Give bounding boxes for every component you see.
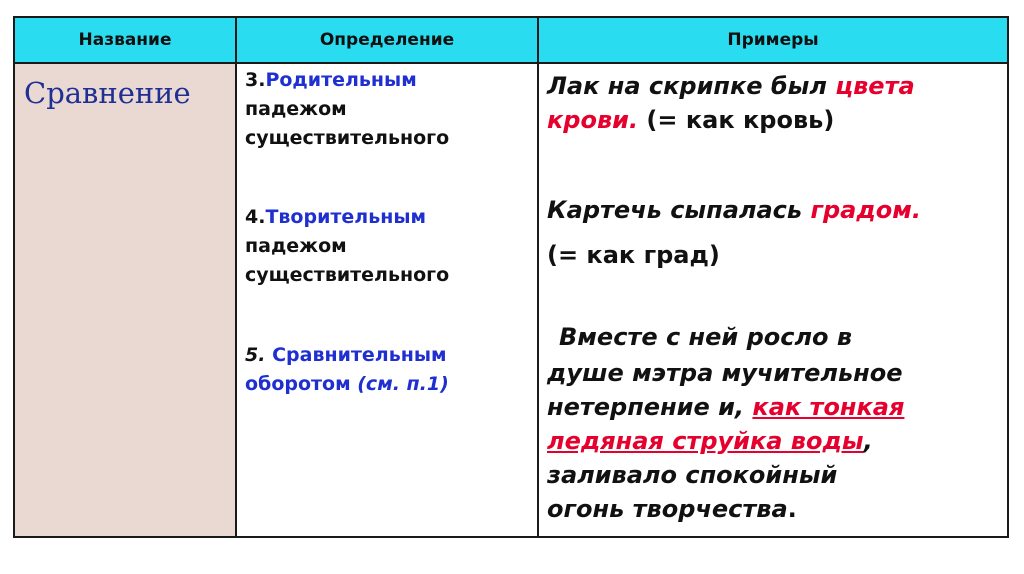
definition-number: 3.	[245, 69, 266, 91]
name-column	[15, 64, 237, 536]
example-text: Вместе с ней росло в	[559, 323, 853, 351]
definition-case: Сравнительным	[272, 344, 447, 366]
example-2	[547, 193, 1012, 227]
example-highlight: цвета	[835, 72, 915, 100]
definition-text: существительного	[245, 127, 450, 149]
example-highlight: градом.	[810, 196, 921, 224]
example-text: Лак на скрипке был	[547, 72, 836, 100]
definition-text: оборотом	[245, 373, 358, 395]
example-1	[547, 69, 1012, 137]
definition-text: существительного	[245, 264, 450, 286]
comparison-table	[13, 16, 1009, 538]
header-examples: Примеры	[539, 18, 1007, 62]
example-highlight: крови.	[547, 106, 639, 134]
example-text: заливало спокойный	[547, 461, 838, 489]
example-text: ,	[863, 427, 873, 455]
definition-number: 4.	[245, 206, 266, 228]
definition-case: Творительным	[265, 206, 427, 228]
example-3	[559, 320, 1024, 354]
header-name: Название	[15, 18, 237, 62]
example-3-cont	[547, 356, 1012, 526]
example-highlight: как тонкая	[752, 393, 905, 421]
example-highlight: ледяная струйка воды	[547, 427, 864, 455]
definition-text: падежом	[245, 98, 347, 120]
definition-case: Родительным	[265, 69, 417, 91]
header-definition: Определение	[237, 18, 539, 62]
definition-5	[245, 341, 535, 399]
definition-text: падежом	[245, 235, 347, 257]
example-text: .	[787, 495, 797, 523]
definition-reference: (см. п.1)	[357, 373, 449, 395]
definition-3	[245, 66, 535, 153]
example-text: огонь творчества	[547, 495, 788, 523]
term-name: Сравнение	[24, 76, 191, 110]
example-text: Картечь сыпалась	[547, 196, 811, 224]
definition-4	[245, 203, 535, 290]
definition-number: 5.	[245, 344, 266, 366]
example-gloss: (= как кровь)	[638, 106, 835, 134]
column-divider	[537, 64, 539, 536]
example-text: душе мэтра мучительное	[547, 359, 903, 387]
example-text: нетерпение и,	[547, 393, 753, 421]
example-2-gloss: (= как град)	[547, 241, 720, 269]
